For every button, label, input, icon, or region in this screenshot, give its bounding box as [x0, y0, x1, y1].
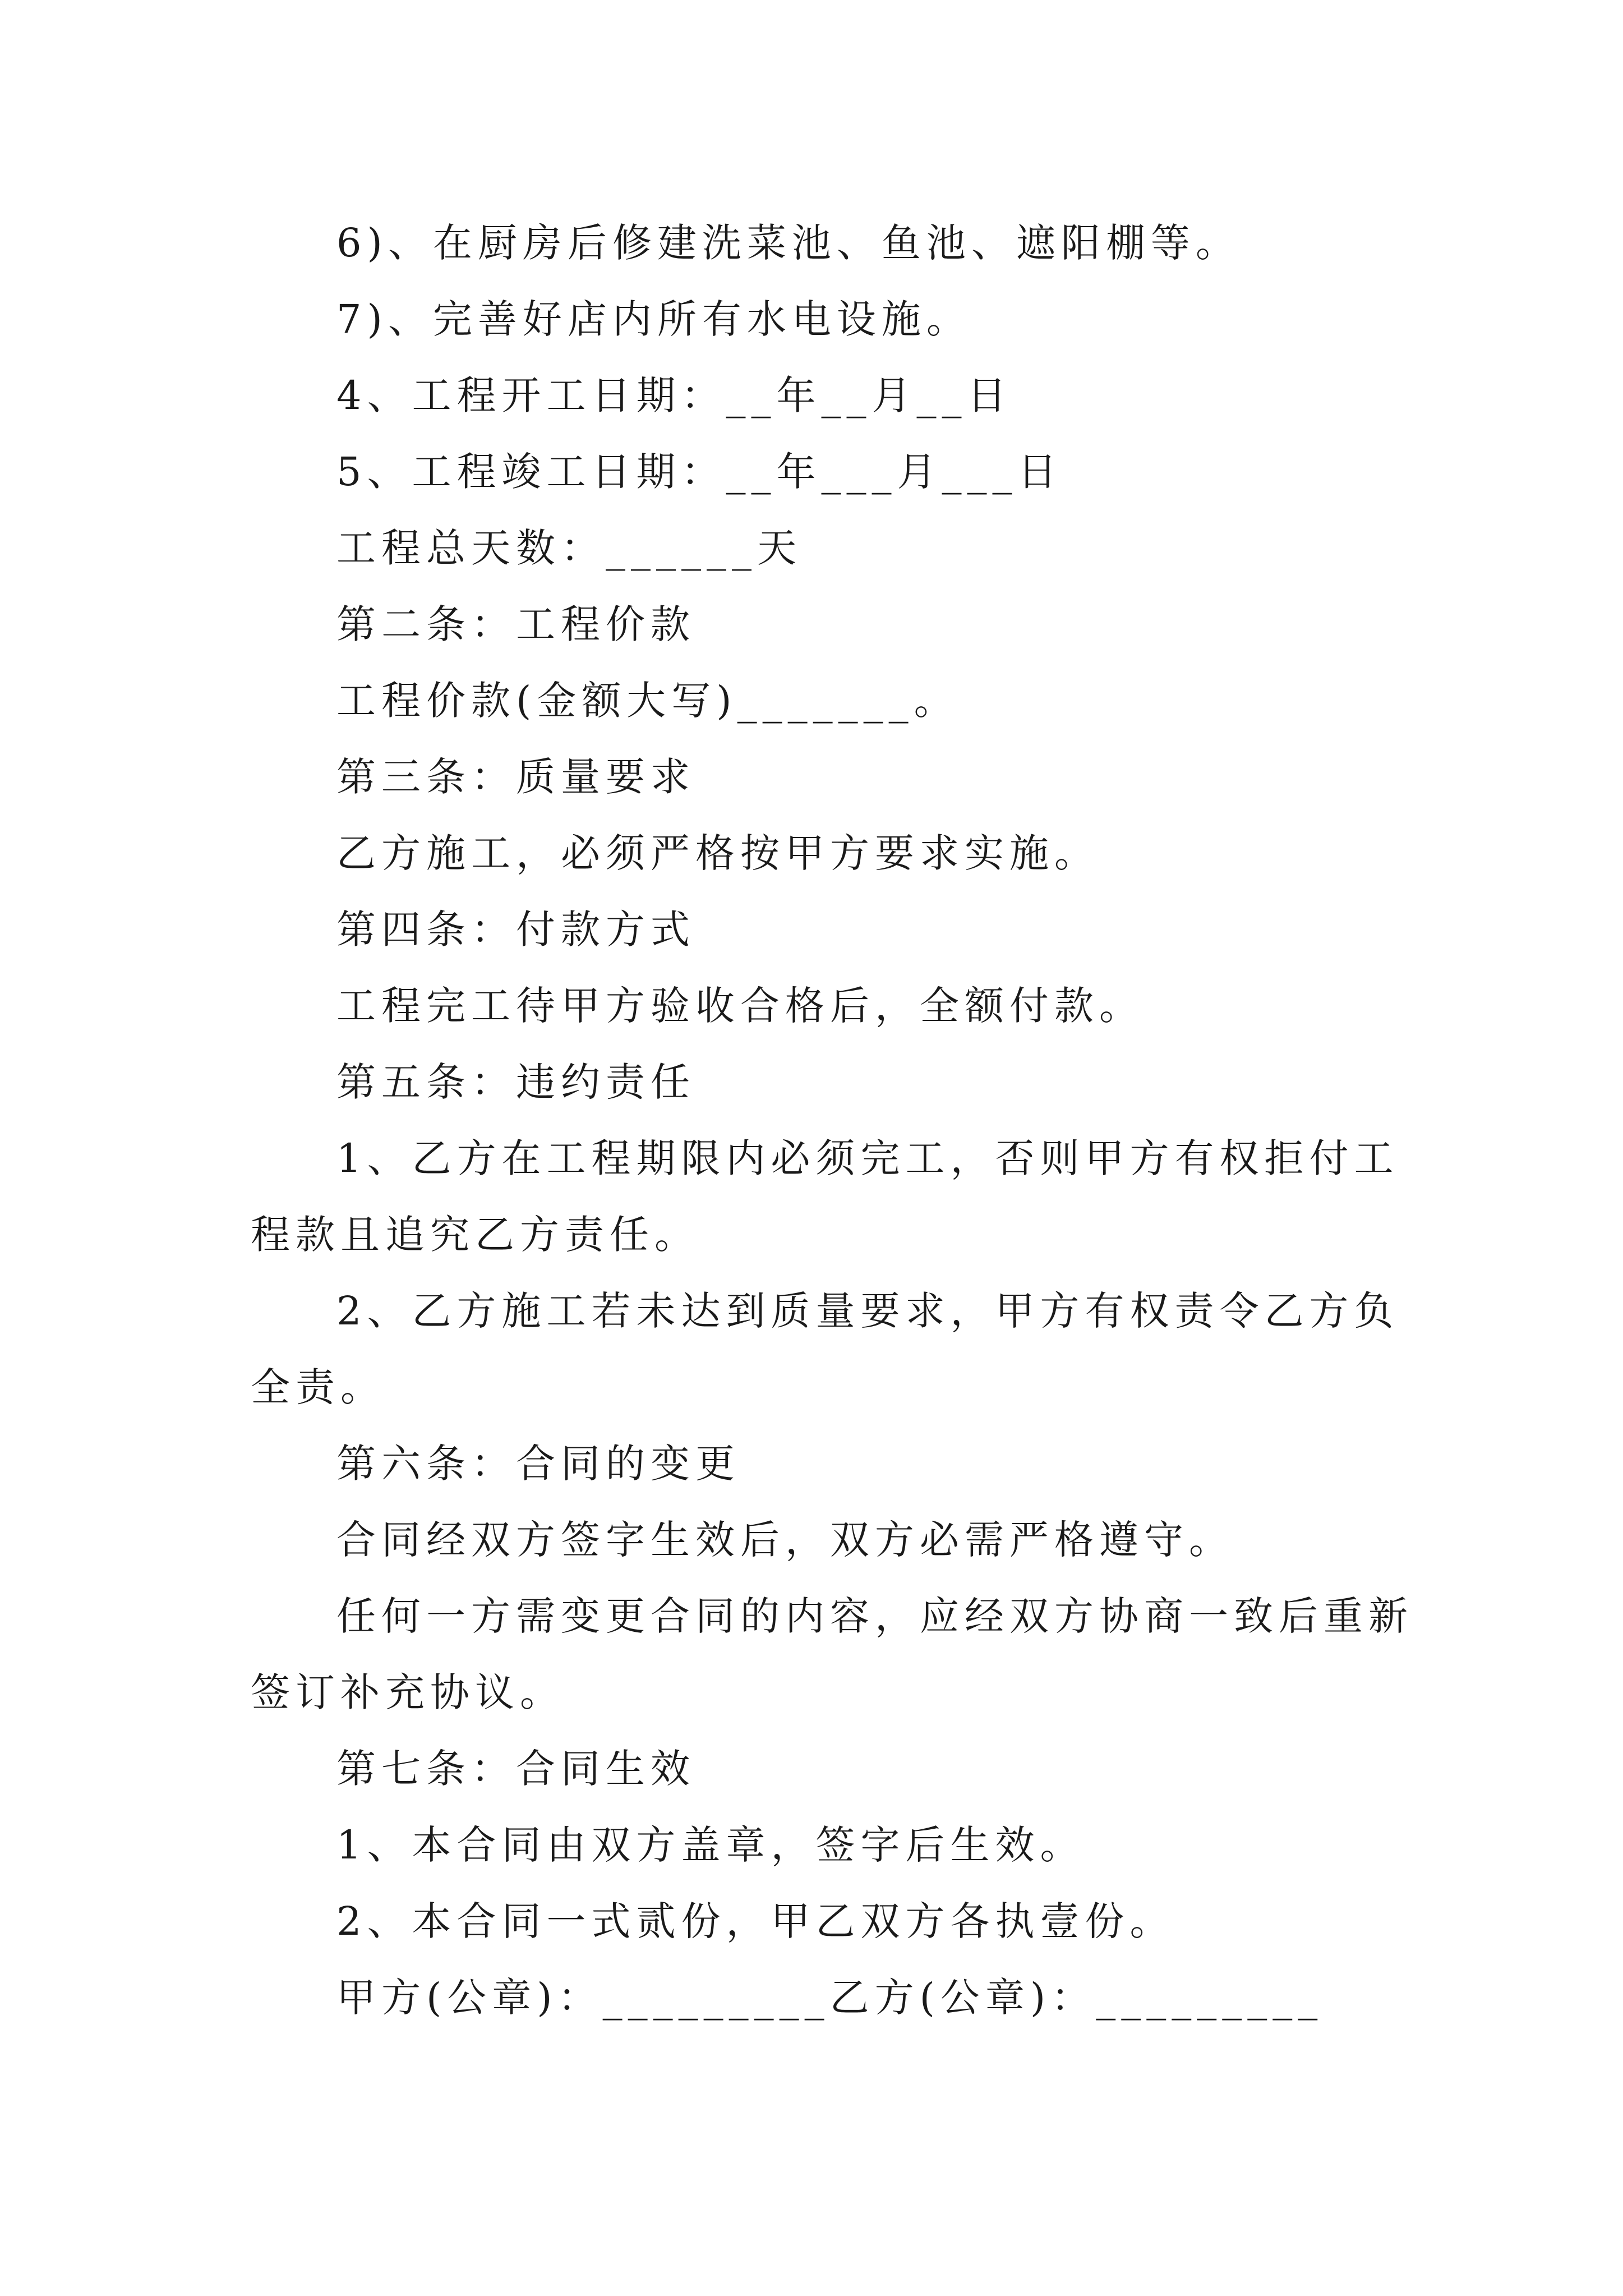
change-text-1: 合同经双方签字生效后，双方必需严格遵守。	[336, 1517, 1234, 1563]
payment-method-text: 工程完工待甲方验收合格后，全额付款。	[336, 983, 1144, 1029]
article-6-heading: 第六条：合同的变更	[336, 1441, 740, 1487]
article-4-heading: 第四条：付款方式	[336, 907, 695, 953]
change-text-2-line-2: 签订补充协议。	[251, 1669, 565, 1715]
article-7-heading: 第七条：合同生效	[336, 1746, 695, 1792]
article-2-heading: 第二条：工程价款	[336, 601, 695, 647]
liability-item-2-line-1: 2、乙方施工若未达到质量要求，甲方有权责令乙方负	[336, 1288, 1399, 1334]
article-3-heading: 第三条：质量要求	[336, 754, 695, 800]
article-5-heading: 第五条：违约责任	[336, 1059, 695, 1105]
start-date-line: 4、工程开工日期：__年__月__日	[336, 372, 1012, 418]
effect-item-1: 1、本合同由双方盖章，签字后生效。	[336, 1822, 1085, 1868]
quality-requirement-text: 乙方施工，必须严格按甲方要求实施。	[336, 830, 1099, 876]
liability-item-2-line-2: 全责。	[251, 1364, 385, 1410]
change-text-2-line-1: 任何一方需变更合同的内容，应经双方协商一致后重新	[336, 1593, 1413, 1639]
signature-line: 甲方(公章)：_________乙方(公章)：_________	[336, 1975, 1324, 2021]
liability-item-1-line-2: 程款且追究乙方责任。	[251, 1212, 699, 1258]
price-line: 工程价款(金额大写)_______。	[336, 678, 959, 724]
liability-item-1-line-1: 1、乙方在工程期限内必须完工，否则甲方有权拒付工	[336, 1135, 1399, 1181]
completion-date-line: 5、工程竣工日期：__年___月___日	[336, 449, 1063, 495]
effect-item-2: 2、本合同一式贰份，甲乙双方各执壹份。	[336, 1898, 1175, 1944]
clause-item-6: 6)、在厨房后修建洗菜池、鱼池、遮阳棚等。	[336, 220, 1241, 266]
total-days-line: 工程总天数：______天	[336, 525, 802, 571]
clause-item-7: 7)、完善好店内所有水电设施。	[336, 296, 971, 342]
